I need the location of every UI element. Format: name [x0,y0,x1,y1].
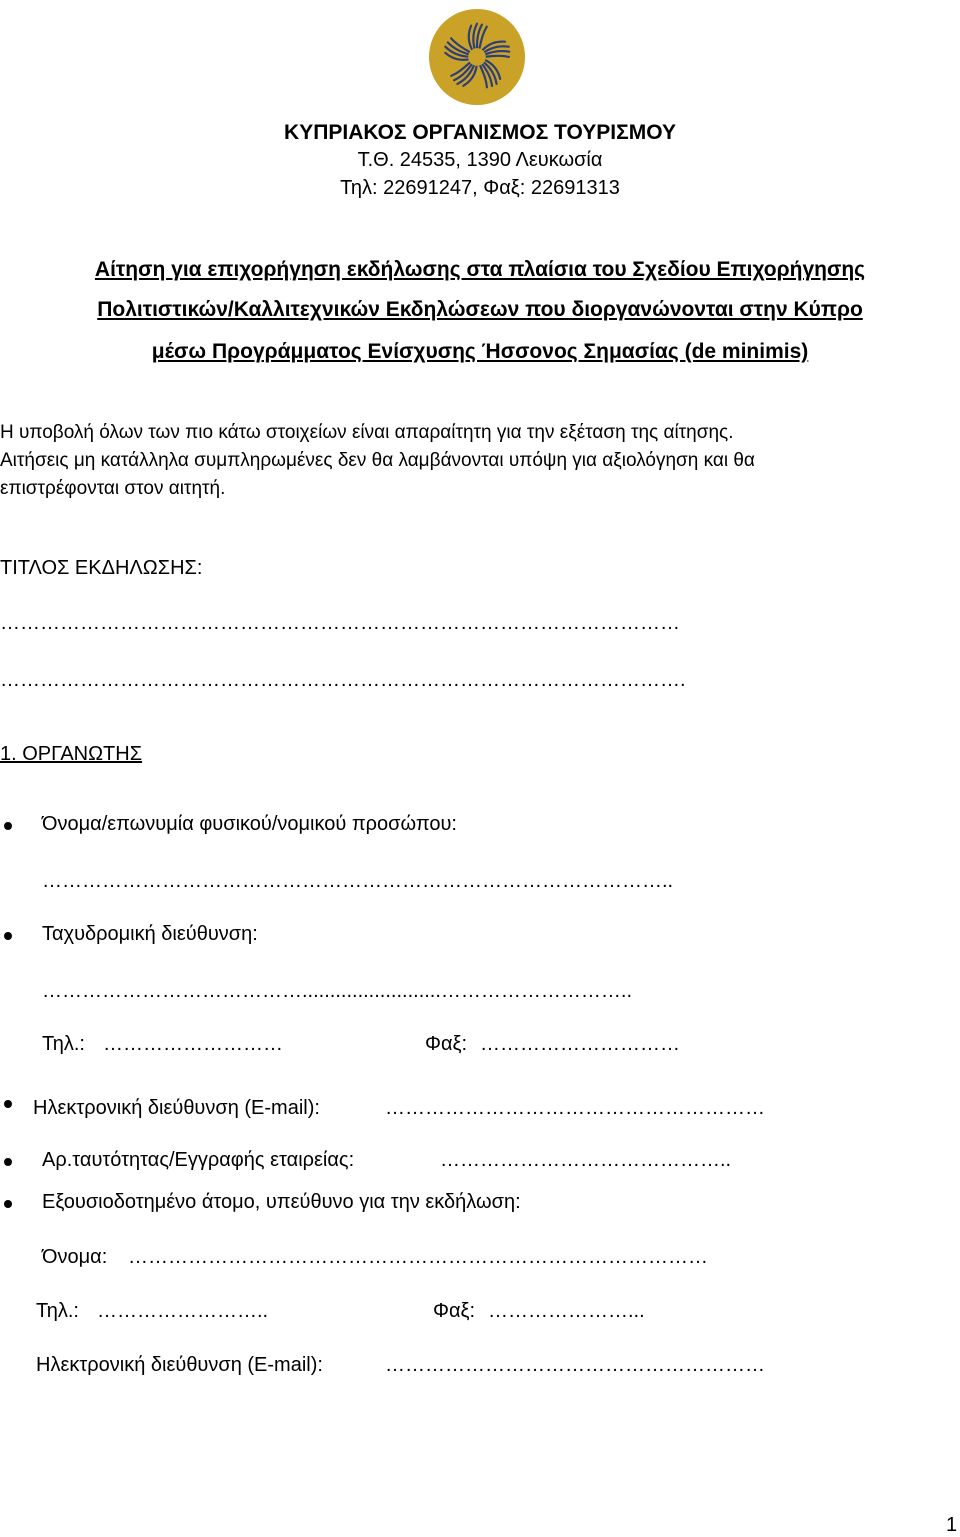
rep-email-label: Ηλεκτρονική διεύθυνση (E-mail): [36,1354,323,1376]
registration-number-field[interactable]: …………………………………….. [440,1149,732,1171]
organizer-email-field[interactable]: ………………………………………………… [385,1097,765,1119]
bullet-icon [4,1100,12,1108]
cto-logo [428,8,526,106]
page-number: 1 [946,1514,958,1536]
org-address: Τ.Θ. 24535, 1390 Λευκωσία [357,149,603,171]
intro-line-3: επιστρέφονται στον αιτητή. [0,478,226,499]
form-title-line-2: Πολιτιστικών/Καλλιτεχνικών Εκδηλώσεων που διοργανώνονται στην Κύπρο [97,298,863,321]
organizer-email-label: Ηλεκτρονική διεύθυνση (E-mail): [33,1097,320,1119]
rep-name-label: Όνομα: [42,1246,108,1268]
bullet-icon [4,1158,12,1166]
organizer-phone-label: Τηλ.: [42,1033,85,1055]
organizer-name-field[interactable]: ………………………………………………………………………………….. [42,870,674,892]
rep-phone-field[interactable]: …………………….. [97,1300,269,1322]
bullet-icon [4,822,12,830]
form-title-line-1: Αίτηση για επιχορήγηση εκδήλωσης στα πλαίσια του Σχεδίου Επιχορήγησης [94,258,866,281]
org-phone-fax: Τηλ: 22691247, Φαξ: 22691313 [340,177,620,199]
rep-fax-label: Φαξ: [433,1300,476,1322]
form-title-line-3: μέσω Προγράμματος Ενίσχυσης Ήσσονος Σημασίας (de minimis) [151,340,809,363]
rep-phone-label: Τηλ.: [36,1300,79,1322]
organizer-name-label: Όνομα/επωνυμία φυσικού/νομικού προσώπου: [42,813,457,835]
organizer-fax-field[interactable]: ………………………… [480,1033,680,1055]
rep-fax-field[interactable]: …………………... [488,1300,645,1322]
postal-address-field[interactable]: ………………………………….........................……………………….. [42,980,633,1002]
organizer-phone-field[interactable]: ……………………… [103,1033,283,1055]
authorized-person-label: Εξουσιοδοτημένο άτομο, υπεύθυνο για την εκδήλωση: [42,1191,521,1213]
event-title-field-line-2[interactable]: …………………………………………………………………………………………. [0,669,686,691]
bullet-icon [4,932,12,940]
organizer-fax-label: Φαξ: [425,1033,468,1055]
section-1-heading: 1. ΟΡΓΑΝΩΤΗΣ [0,743,143,765]
event-title-label: ΤΙΤΛΟΣ ΕΚΔΗΛΩΣΗΣ: [0,557,203,579]
bullet-icon [4,1200,12,1208]
intro-line-1: Η υποβολή όλων των πιο κάτω στοιχείων είναι απαραίτητη για την εξέταση της αίτησης. [0,422,734,443]
registration-number-label: Αρ.ταυτότητας/Εγγραφής εταιρείας: [42,1149,355,1171]
org-name: ΚΥΠΡΙΑΚΟΣ ΟΡΓΑΝΙΣΜΟΣ ΤΟΥΡΙΣΜΟΥ [284,121,676,144]
rep-email-field[interactable]: ………………………………………………… [385,1354,765,1376]
event-title-field-line-1[interactable]: ………………………………………………………………………………………… [0,612,680,634]
intro-line-2: Αιτήσεις μη κατάλληλα συμπληρωμένες δεν θα λαμβάνονται υπόψη για αξιολόγηση και θα [0,450,755,471]
postal-address-label: Ταχυδρομική διεύθυνση: [42,923,258,945]
rep-name-field[interactable]: …………………………………………………………………………… [128,1246,708,1268]
